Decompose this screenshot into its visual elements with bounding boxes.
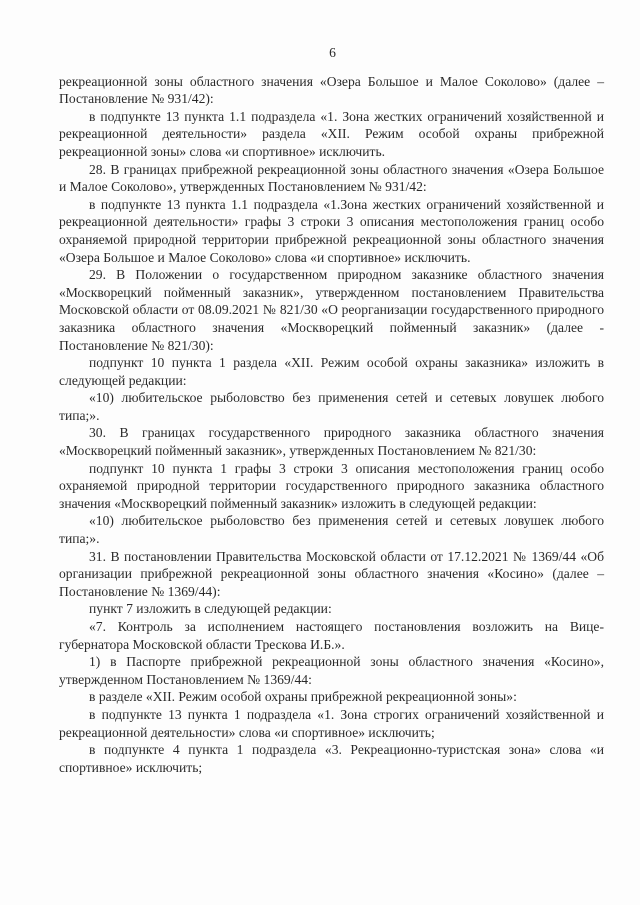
paragraph: 31. В постановлении Правительства Московской области от 17.12.2021 № 1369/44 «Об организации прибрежной рекреационной зоны областного значения «Косино» (далее – Постановление № 1369/44):	[59, 548, 604, 599]
paragraph: рекреационной зоны областного значения «Озера Большое и Малое Соколово» (далее – Постановление № 931/42):	[59, 73, 604, 107]
paragraph: 1) в Паспорте прибрежной рекреационной зоны областного значения «Косино», утвержденном Постановлением № 1369/44:	[59, 654, 604, 687]
paragraph: 30. В границах государственного природного заказника областного значения «Москворецкий пойменный заказник», утвержденных Постановлением № 821/30:	[59, 425, 604, 459]
document-body	[59, 73, 604, 777]
paragraph: 28. В границах прибрежной рекреационной зоны областного значения «Озера Большое и Малое Соколово», утвержденных Постановлением № 931/42:	[59, 161, 604, 195]
paragraph: подпункт 10 пункта 1 раздела «XII. Режим особой охраны заказника» изложить в следующей редакции:	[59, 355, 604, 388]
paragraph: в подпункте 13 пункта 1 подраздела «1. Зона строгих ограничений хозяйственной и рекреационной деятельности» слова «и спортивное» исключить;	[59, 706, 604, 740]
paragraph: подпункт 10 пункта 1 графы 3 строки 3 описания местоположения границ особо охраняемой природной территории государственного природного заказника областного значения «Москворецкий пойменный заказник» изложить в следующей редакции:	[59, 460, 604, 511]
paragraph: в подпункте 13 пункта 1.1 подраздела «1. Зона жестких ограничений хозяйственной и рекреационной деятельности» раздела «XII. Режим особой охраны прибрежной рекреационной зоны» слова «и спортивное» исключить.	[59, 108, 604, 159]
page-number: 6	[329, 45, 336, 60]
paragraph: пункт 7 изложить в следующей редакции:	[89, 601, 332, 617]
paragraph: 29. В Положении о государственном природном заказнике областного значения «Москворецкий пойменный заказник», утвержденном постановлением Правительства Московской области от 08.09.2021 № 821/30 «О реорганизации государственного природного заказника областного значения «Москворецкий пойменный заказник» (далее - Постановление № 821/30):	[59, 267, 604, 353]
paragraph: «10) любительское рыболовство без применения сетей и сетевых ловушек любого типа;».	[59, 390, 604, 423]
paragraph: «7. Контроль за исполнением настоящего постановления возложить на Вице-губернатора Московской области Трескова И.Б.».	[59, 619, 604, 652]
paragraph: в подпункте 13 пункта 1.1 подраздела «1.Зона жестких ограничений хозяйственной и рекреационной деятельности» графы 3 строки 3 описания местоположения границ особо охраняемой природной территории прибрежной рекреационной зоны областного значения «Озера Большое и Малое Соколово» слова «и спортивное» исключить.	[59, 196, 604, 265]
paragraph: в подпункте 4 пункта 1 подраздела «3. Рекреационно-туристская зона» слова «и спортивное» исключить;	[59, 742, 604, 775]
paragraph: в разделе «XII. Режим особой охраны прибрежной рекреационной зоны»:	[89, 689, 517, 705]
paragraph: «10) любительское рыболовство без применения сетей и сетевых ловушек любого типа;».	[59, 513, 604, 547]
